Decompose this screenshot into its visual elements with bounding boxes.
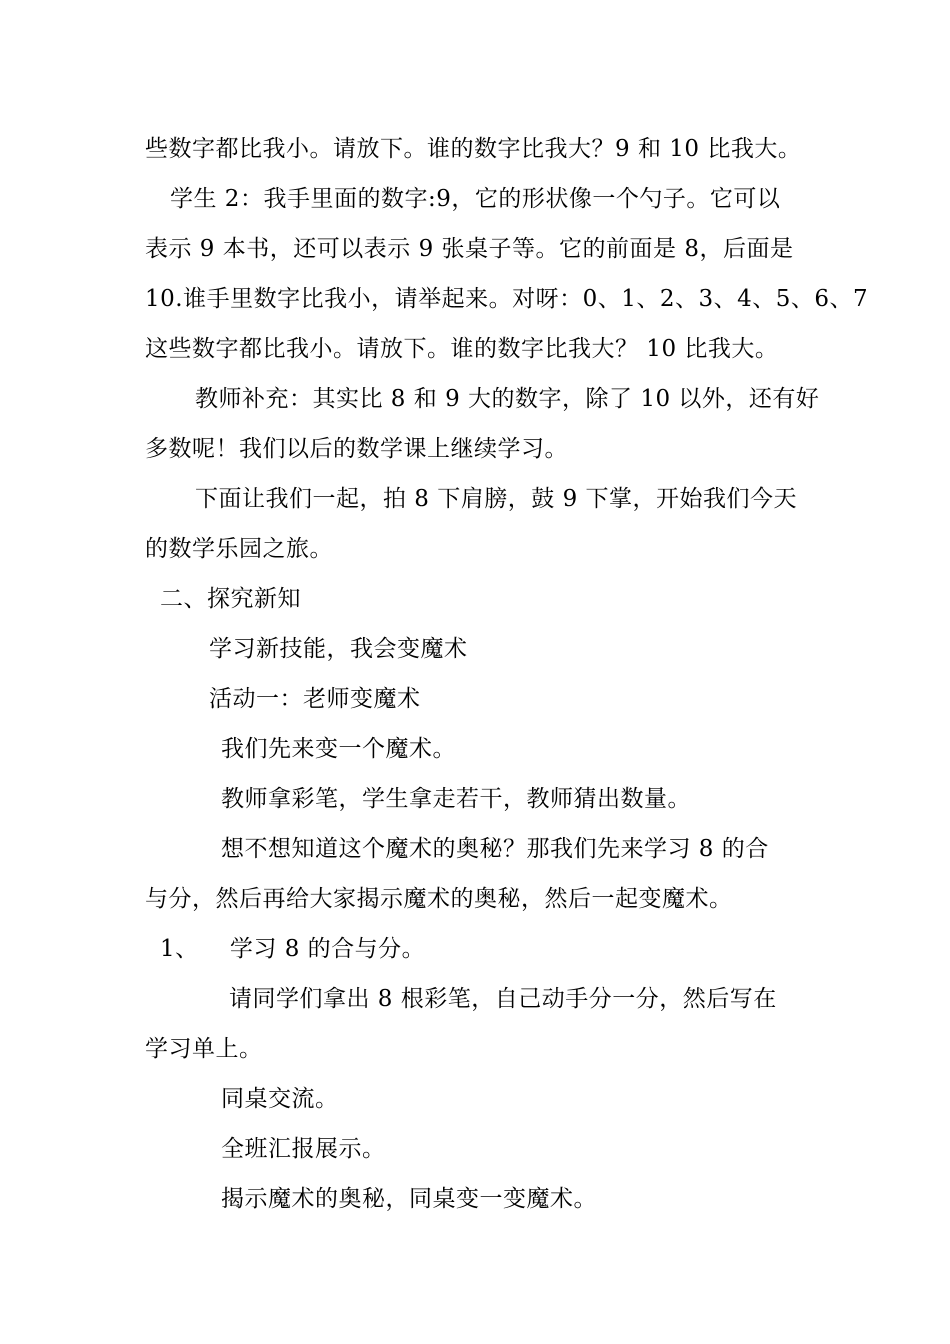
text-line: 学习单上。 bbox=[145, 1036, 263, 1062]
text-line: 教师拿彩笔，学生拿走若干，教师猜出数量。 bbox=[221, 786, 691, 812]
text-line: 全班汇报展示。 bbox=[221, 1136, 386, 1162]
text-line: 表示 9 本书，还可以表示 9 张桌子等。它的前面是 8，后面是 bbox=[145, 236, 794, 262]
text-line: 10.谁手里数字比我小，请举起来。对呀：0、1、2、3、4、5、6、7 bbox=[145, 286, 869, 312]
section-heading: 二、探究新知 bbox=[160, 586, 301, 612]
text-line: 些数字都比我小。请放下。谁的数字比我大？9 和 10 比我大。 bbox=[145, 136, 802, 162]
text-line: 学习新技能，我会变魔术 bbox=[209, 636, 468, 662]
text-line: 教师补充：其实比 8 和 9 大的数字，除了 10 以外，还有好 bbox=[195, 386, 820, 412]
text-line: 想不想知道这个魔术的奥秘？那我们先来学习 8 的合 bbox=[221, 836, 769, 862]
text-line: 学生 2：我手里面的数字:9，它的形状像一个勺子。它可以 bbox=[170, 186, 781, 212]
text-line: 这些数字都比我小。请放下。谁的数字比我大？ 10 比我大。 bbox=[145, 336, 779, 362]
text-line: 我们先来变一个魔术。 bbox=[221, 736, 456, 762]
text-line: 多数呢！我们以后的数学课上继续学习。 bbox=[145, 436, 568, 462]
text-line: 请同学们拿出 8 根彩笔，自己动手分一分，然后写在 bbox=[229, 986, 777, 1012]
numbered-item: 1、 学习 8 的合与分。 bbox=[160, 936, 426, 962]
text-line: 下面让我们一起，拍 8 下肩膀，鼓 9 下掌，开始我们今天 bbox=[195, 486, 798, 512]
text-line: 活动一：老师变魔术 bbox=[209, 686, 421, 712]
text-line: 的数学乐园之旅。 bbox=[145, 536, 333, 562]
text-line: 与分，然后再给大家揭示魔术的奥秘，然后一起变魔术。 bbox=[145, 886, 733, 912]
text-line: 揭示魔术的奥秘，同桌变一变魔术。 bbox=[221, 1186, 597, 1212]
text-line: 同桌交流。 bbox=[221, 1086, 339, 1112]
